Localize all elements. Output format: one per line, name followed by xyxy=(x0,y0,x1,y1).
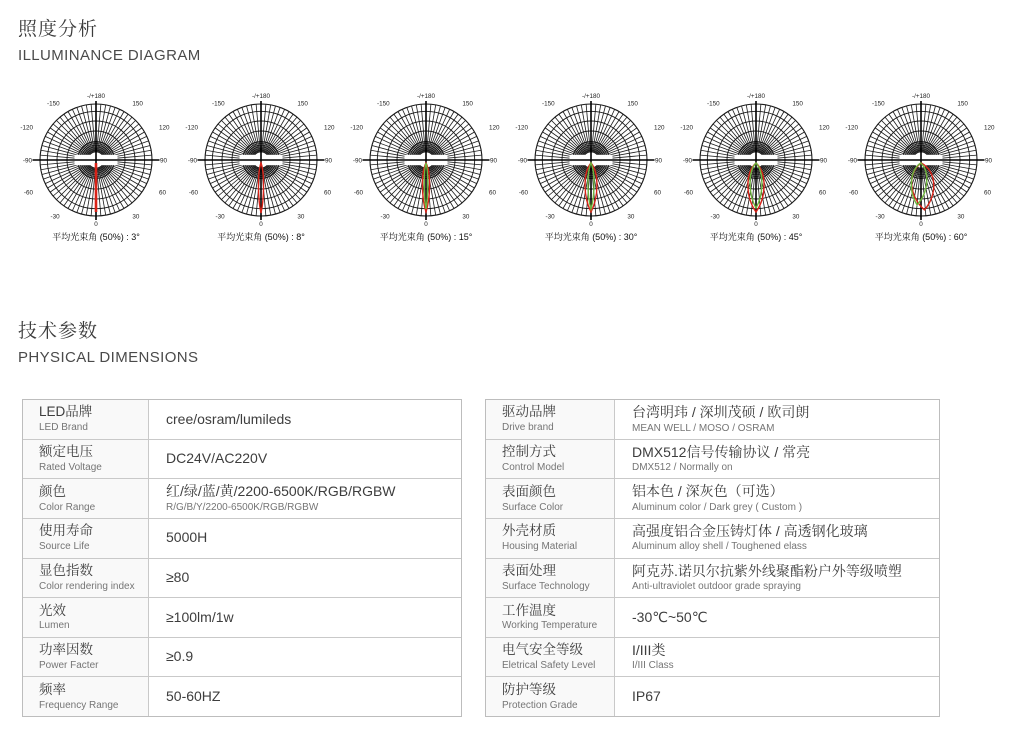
spec-value-cell xyxy=(149,638,461,677)
spec-label-en: Color Range xyxy=(39,501,96,513)
angle-tick-label: -30 xyxy=(214,213,225,221)
spec-label-zh: 控制方式 xyxy=(502,444,556,459)
angle-tick-label: 30 xyxy=(461,213,469,221)
spec-value: 阿克苏.诺贝尔抗紫外线聚酯粉户外等级喷塑 xyxy=(632,562,902,579)
spec-label-zh: 频率 xyxy=(39,681,66,697)
angle-tick-label: 120 xyxy=(983,124,995,132)
spec-label-zh: 电气安全等级 xyxy=(502,642,583,658)
spec-row xyxy=(23,677,461,716)
diagram-caption: 平均光束角 (50%) : 60° xyxy=(874,232,967,242)
angle-tick-label: -90 xyxy=(682,157,692,165)
illuminance-diagram xyxy=(13,84,178,254)
spec-label-zh: 表面处理 xyxy=(502,562,556,578)
spec-value: ≥100lm/1w xyxy=(166,608,234,625)
spec-label-cell xyxy=(23,400,149,439)
spec-row xyxy=(23,519,461,559)
spec-value-sub: R/G/B/Y/2200-6500K/RGB/RGBW xyxy=(166,501,319,513)
spec-label-zh: LED品牌 xyxy=(39,404,93,420)
illuminance-polar-chart xyxy=(344,84,508,252)
spec-value: 台湾明玮 / 深圳茂硕 / 欧司朗 xyxy=(632,404,810,421)
spec-label-cell xyxy=(486,400,615,439)
spec-row xyxy=(486,400,939,440)
angle-tick-label: -120 xyxy=(679,124,693,132)
illuminance-title-en: ILLUMINANCE DIAGRAM xyxy=(18,47,201,64)
illuminance-polar-chart xyxy=(179,84,343,252)
spec-label-zh: 显色指数 xyxy=(39,562,93,578)
illuminance-title-zh: 照度分析 xyxy=(18,19,99,40)
spec-label-en: Frequency Range xyxy=(39,699,119,711)
spec-label-cell xyxy=(486,479,615,518)
spec-table-left xyxy=(22,399,462,717)
spec-label-cell xyxy=(23,519,149,558)
angle-tick-label: -120 xyxy=(19,124,33,132)
spec-label-en: Surface Color xyxy=(502,501,564,513)
angle-tick-label: -150 xyxy=(211,100,225,108)
spec-label-en: Eletrical Safety Level xyxy=(502,660,596,671)
angle-tick-label: 150 xyxy=(461,100,473,108)
spec-label-cell xyxy=(486,519,615,558)
angle-tick-label: 60 xyxy=(818,189,826,197)
spec-value-cell xyxy=(149,598,461,637)
angle-tick-label: -90 xyxy=(187,157,197,165)
spec-value: -30℃~50℃ xyxy=(632,608,708,625)
spec-value-cell xyxy=(615,598,939,637)
spec-value-sub: I/III Class xyxy=(632,660,674,672)
spec-row xyxy=(486,519,939,559)
spec-label-en: Color rendering index xyxy=(39,580,135,592)
spec-value-cell xyxy=(149,479,461,518)
diagram-caption: 平均光束角 (50%) : 3° xyxy=(51,232,140,242)
diagram-caption: 平均光束角 (50%) : 8° xyxy=(216,232,305,242)
illuminance-polar-chart xyxy=(674,84,838,252)
illuminance-diagram xyxy=(838,84,1003,254)
angle-tick-label: -150 xyxy=(46,100,60,108)
angle-tick-label: -150 xyxy=(706,100,720,108)
spec-value-sub: MEAN WELL / MOSO / OSRAM xyxy=(632,422,775,434)
spec-value-cell xyxy=(615,400,939,439)
spec-label-en: Rated Voltage xyxy=(39,461,102,473)
angle-tick-label: 90 xyxy=(159,157,167,165)
illuminance-polar-chart xyxy=(14,84,178,252)
spec-label-zh: 防护等级 xyxy=(502,681,556,697)
spec-row xyxy=(486,598,939,638)
spec-value-sub: DMX512 / Normally on xyxy=(632,462,733,474)
angle-tick-label: 150 xyxy=(131,100,143,108)
angle-tick-label: -30 xyxy=(544,213,555,221)
spec-label-cell xyxy=(486,677,615,716)
spec-label-en: Protection Grade xyxy=(502,699,578,711)
spec-value-cell xyxy=(615,479,939,518)
angle-tick-label: -/+180 xyxy=(86,93,105,100)
spec-value-cell xyxy=(149,519,461,558)
angle-tick-label: -90 xyxy=(22,157,32,165)
angle-tick-label: 120 xyxy=(158,124,170,132)
angle-tick-label: 0 xyxy=(588,221,593,228)
spec-label-zh: 功率因数 xyxy=(39,642,93,658)
illuminance-polar-chart xyxy=(509,84,673,252)
diagram-caption: 平均光束角 (50%) : 30° xyxy=(544,232,637,242)
angle-tick-label: 150 xyxy=(956,100,968,108)
angle-tick-label: 0 xyxy=(753,221,758,228)
spec-label-zh: 额定电压 xyxy=(39,444,93,459)
angle-tick-label: 90 xyxy=(489,157,497,165)
spec-label-en: Lumen xyxy=(39,620,70,632)
angle-tick-label: -150 xyxy=(871,100,885,108)
spec-label-zh: 工作温度 xyxy=(502,602,556,618)
angle-tick-label: 60 xyxy=(323,189,331,197)
angle-tick-label: 90 xyxy=(984,157,992,165)
spec-value: DMX512信号传输协议 / 常亮 xyxy=(632,443,811,460)
spec-row xyxy=(486,479,939,519)
angle-tick-label: 30 xyxy=(626,213,634,221)
spec-label-en: Working Temperature xyxy=(502,620,598,632)
illuminance-diagram xyxy=(508,84,673,254)
spec-label-en: Surface Technology xyxy=(502,580,590,592)
angle-tick-label: 120 xyxy=(653,124,665,132)
angle-tick-label: 90 xyxy=(324,157,332,165)
angle-tick-label: -60 xyxy=(518,189,528,197)
angle-tick-label: -30 xyxy=(49,213,60,221)
angle-tick-label: -90 xyxy=(517,157,527,165)
spec-label-cell xyxy=(486,598,615,637)
illuminance-diagram xyxy=(343,84,508,254)
spec-label-en: Source Life xyxy=(39,541,90,553)
angle-tick-label: 150 xyxy=(296,100,308,108)
angle-tick-label: -/+180 xyxy=(251,93,270,100)
angle-tick-label: 0 xyxy=(918,221,923,228)
angle-tick-label: -120 xyxy=(514,124,528,132)
spec-row xyxy=(23,638,461,678)
angle-tick-label: -120 xyxy=(184,124,198,132)
angle-tick-label: 120 xyxy=(488,124,500,132)
angle-tick-label: -/+180 xyxy=(581,93,600,100)
angle-tick-label: -150 xyxy=(376,100,390,108)
angle-tick-label: -150 xyxy=(541,100,555,108)
illuminance-section-header xyxy=(18,14,201,64)
physical-title-en: PHYSICAL DIMENSIONS xyxy=(18,349,199,366)
angle-tick-label: 30 xyxy=(956,213,964,221)
angle-tick-label: 90 xyxy=(654,157,662,165)
illuminance-diagram xyxy=(178,84,343,254)
spec-label-cell xyxy=(23,598,149,637)
spec-label-en: Drive brand xyxy=(502,422,554,434)
angle-tick-label: -120 xyxy=(349,124,363,132)
spec-value-sub: Aluminum color / Dark grey ( Custom ) xyxy=(632,501,803,513)
physical-title-zh: 技术参数 xyxy=(18,321,99,342)
angle-tick-label: 120 xyxy=(818,124,830,132)
angle-tick-label: -60 xyxy=(353,189,363,197)
spec-value-cell xyxy=(615,638,939,677)
spec-value: ≥80 xyxy=(166,569,190,586)
spec-label-zh: 使用寿命 xyxy=(39,523,93,539)
angle-tick-label: 150 xyxy=(626,100,638,108)
spec-label-cell xyxy=(23,559,149,598)
angle-tick-label: 150 xyxy=(791,100,803,108)
spec-value-cell xyxy=(149,559,461,598)
angle-tick-label: -30 xyxy=(379,213,390,221)
spec-value-cell xyxy=(149,400,461,439)
angle-tick-label: 0 xyxy=(93,221,98,228)
spec-label-cell xyxy=(23,638,149,677)
illuminance-diagram xyxy=(673,84,838,254)
angle-tick-label: 60 xyxy=(158,189,166,197)
spec-value: 高强度铝合金压铸灯体 / 高透钢化玻璃 xyxy=(632,522,868,539)
angle-tick-label: 60 xyxy=(488,189,496,197)
spec-label-en: Power Facter xyxy=(39,660,99,671)
diagram-caption: 平均光束角 (50%) : 15° xyxy=(379,232,472,242)
spec-value-cell xyxy=(615,677,939,716)
spec-row xyxy=(23,440,461,480)
spec-value-cell xyxy=(149,440,461,479)
spec-value-cell xyxy=(615,559,939,598)
spec-label-cell xyxy=(486,440,615,479)
spec-value: DC24V/AC220V xyxy=(166,450,268,467)
physical-section-header xyxy=(18,316,198,366)
angle-tick-label: 90 xyxy=(819,157,827,165)
spec-row xyxy=(486,559,939,599)
angle-tick-label: -60 xyxy=(683,189,693,197)
spec-row xyxy=(23,400,461,440)
spec-row xyxy=(486,638,939,678)
angle-tick-label: 30 xyxy=(296,213,304,221)
angle-tick-label: 60 xyxy=(653,189,661,197)
angle-tick-label: -/+180 xyxy=(911,93,930,100)
spec-value-cell xyxy=(149,677,461,716)
spec-value: 铝本色 / 深灰色（可选） xyxy=(632,483,784,500)
spec-row xyxy=(486,677,939,716)
angle-tick-label: 60 xyxy=(983,189,991,197)
diagram-caption: 平均光束角 (50%) : 45° xyxy=(709,232,802,242)
spec-row xyxy=(486,440,939,480)
angle-tick-label: -/+180 xyxy=(416,93,435,100)
angle-tick-label: 0 xyxy=(258,221,263,228)
spec-row xyxy=(23,559,461,599)
angle-tick-label: -90 xyxy=(352,157,362,165)
spec-table-right xyxy=(485,399,940,717)
spec-label-cell xyxy=(23,677,149,716)
angle-tick-label: 120 xyxy=(323,124,335,132)
spec-value: ≥0.9 xyxy=(166,648,194,665)
spec-value: 红/绿/蓝/黄/2200-6500K/RGB/RGBW xyxy=(166,483,396,500)
angle-tick-label: 30 xyxy=(131,213,139,221)
angle-tick-label: -60 xyxy=(188,189,198,197)
spec-row xyxy=(23,598,461,638)
spec-label-cell xyxy=(486,638,615,677)
spec-label-cell xyxy=(23,440,149,479)
angle-tick-label: -120 xyxy=(844,124,858,132)
spec-label-zh: 驱动品牌 xyxy=(502,404,556,420)
spec-label-zh: 颜色 xyxy=(39,483,66,499)
spec-label-cell xyxy=(486,559,615,598)
angle-tick-label: 30 xyxy=(791,213,799,221)
spec-row xyxy=(23,479,461,519)
spec-tables xyxy=(22,399,940,717)
angle-tick-label: -90 xyxy=(847,157,857,165)
angle-tick-label: -60 xyxy=(23,189,33,197)
spec-value: IP67 xyxy=(632,687,661,704)
spec-value: I/III类 xyxy=(632,641,666,658)
spec-label-en: LED Brand xyxy=(39,422,88,434)
angle-tick-label: -30 xyxy=(709,213,720,221)
spec-label-zh: 外壳材质 xyxy=(502,523,556,539)
angle-tick-label: -/+180 xyxy=(746,93,765,100)
illuminance-diagram-strip xyxy=(13,84,1003,254)
spec-value-sub: Anti-ultraviolet outdoor grade spraying xyxy=(632,581,801,593)
spec-label-zh: 表面颜色 xyxy=(502,483,556,499)
illuminance-polar-chart xyxy=(839,84,1003,252)
spec-value-sub: Aluminum alloy shell / Toughened elass xyxy=(632,541,807,553)
spec-label-cell xyxy=(23,479,149,518)
spec-value-cell xyxy=(615,519,939,558)
spec-value-cell xyxy=(615,440,939,479)
angle-tick-label: -30 xyxy=(874,213,885,221)
angle-tick-label: 0 xyxy=(423,221,428,228)
spec-value: 50-60HZ xyxy=(166,687,221,704)
spec-value: cree/osram/lumileds xyxy=(166,410,292,427)
spec-label-en: Control Model xyxy=(502,461,565,473)
angle-tick-label: -60 xyxy=(848,189,858,197)
spec-value: 5000H xyxy=(166,529,208,546)
spec-label-zh: 光效 xyxy=(39,602,66,618)
spec-label-en: Housing Material xyxy=(502,541,578,553)
